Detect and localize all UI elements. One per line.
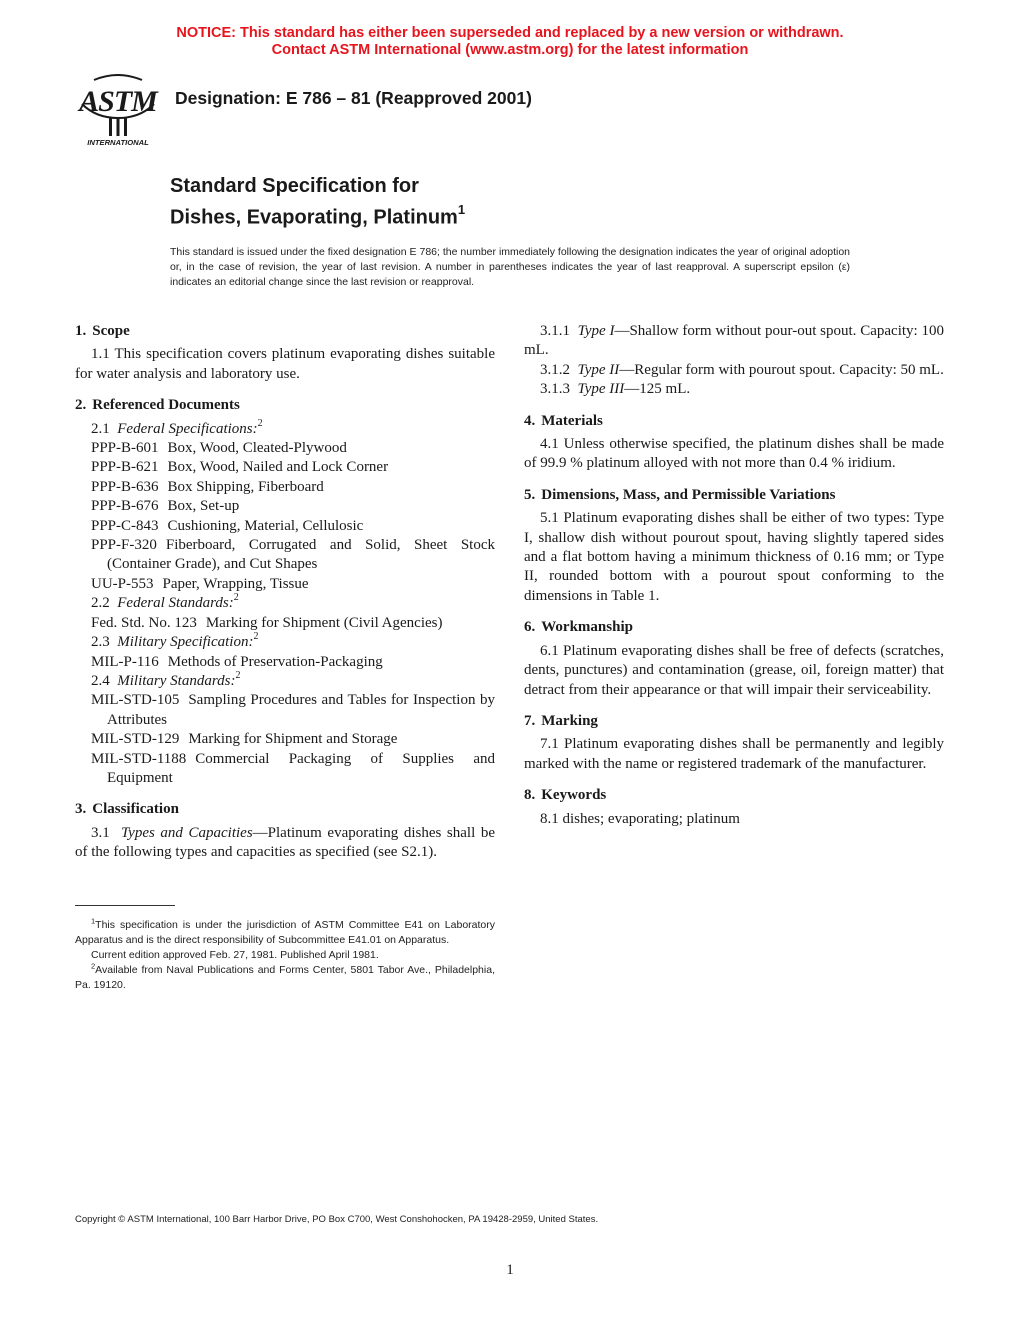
keywords-paragraph: 8.1 dishes; evaporating; platinum bbox=[540, 810, 740, 827]
subsection-federal-standards: 2.2 Federal Standards:$^2$ bbox=[91, 592, 239, 612]
section-heading-refdocs: 2. Referenced Documents bbox=[75, 397, 240, 414]
section-heading-materials: 4. Materials bbox=[524, 412, 603, 429]
logo-caption: INTERNATIONAL bbox=[87, 138, 149, 147]
section-heading-classification: 3. Classification bbox=[75, 801, 179, 818]
marking-paragraph: 7.1 Platinum evaporating dishes shall be permanently and legibly marked with the name or registered trademark of the manufacturer. bbox=[524, 736, 944, 772]
astm-logo bbox=[76, 74, 160, 148]
ref-item: MIL-STD-1188 Commercial Packaging of Supplies and Equipment bbox=[91, 750, 495, 786]
scope-paragraph: 1.1 This specification covers platinum evaporating dishes suitable for water analysis and laboratory use. bbox=[75, 346, 495, 382]
type-3: 3.1.3 Type III—125 mL. bbox=[540, 381, 691, 398]
document-title bbox=[170, 174, 465, 231]
copyright: Copyright © ASTM International, 100 Barr Harbor Drive, PO Box C700, West Conshohocken, PA 19428-2959, United States. bbox=[75, 1214, 599, 1225]
designation: Designation: E 786 – 81 (Reapproved 2001) bbox=[175, 88, 532, 108]
right-column bbox=[524, 322, 944, 829]
ref-item: MIL-STD-129 Marking for Shipment and Storage bbox=[91, 731, 398, 748]
page-number: 1 bbox=[506, 1262, 514, 1278]
ref-item: PPP-B-621 Box, Wood, Nailed and Lock Corner bbox=[91, 459, 389, 476]
footnote-1: $^1$This specification is under the jurisdiction of ASTM Committee E41 on Laboratory Apparatus and is the direct responsibility of Subcommittee E41.01 on Apparatus. bbox=[75, 916, 495, 946]
section-heading-keywords: 8. Keywords bbox=[524, 787, 607, 804]
issued-note: This standard is issued under the fixed designation E 786; the number immediately following the designation indicates the year of original adoption or, in the case of revision, the year of last revision. A number in parentheses indicates the year of last reapproval. A superscript epsilon (ε) indicates an editorial change since the last revision or reapproval. bbox=[170, 246, 850, 288]
subsection-federal-specs: 2.1 Federal Specifications:$^2$ bbox=[91, 417, 263, 437]
logo-letters: ASTM bbox=[79, 85, 157, 118]
footnote-rule bbox=[75, 905, 175, 906]
section-heading-scope: 1. Scope bbox=[75, 323, 130, 339]
military-spec-list bbox=[75, 653, 495, 672]
section-heading-workmanship: 6. Workmanship bbox=[524, 619, 633, 636]
notice-line-1: NOTICE: This standard has either been superseded and replaced by a new version or withdrawn. bbox=[176, 25, 844, 41]
type-1: 3.1.1 Type I—Shallow form without pour-out spout. Capacity: 100 mL. bbox=[524, 323, 944, 359]
footnote-1-edition: Current edition approved Feb. 27, 1981. Published April 1981. bbox=[91, 949, 379, 961]
ref-item: PPP-F-320 Fiberboard, Corrugated and Solid, Sheet Stock (Container Grade), and Cut Shapes bbox=[91, 537, 495, 573]
materials-paragraph: 4.1 Unless otherwise specified, the platinum dishes shall be made of 99.9 % platinum alloyed with not more than 0.4 % iridium. bbox=[524, 436, 944, 472]
ref-item: UU-P-553 Paper, Wrapping, Tissue bbox=[91, 575, 309, 592]
title-line-1: Standard Specification for bbox=[170, 175, 419, 197]
dimensions-paragraph: 5.1 Platinum evaporating dishes shall be either of two types: Type I, shallow dish without pourout spout, having slightly tapered sides and a flat bottom having a minimum thickness of 0.16 mm; or Type II, rounded bottom with a pourout spout conforming to the dimensions in Table 1. bbox=[524, 510, 944, 604]
federal-specs-list bbox=[75, 439, 495, 594]
subsection-military-standards: 2.4 Military Standards:$^2$ bbox=[91, 669, 241, 689]
left-column bbox=[75, 322, 495, 863]
subsection-military-spec: 2.3 Military Specification:$^2$ bbox=[91, 631, 259, 651]
title-line-2 bbox=[170, 199, 465, 231]
section-heading-marking: 7. Marking bbox=[524, 712, 598, 729]
federal-standards-list bbox=[75, 614, 495, 633]
ref-item: PPP-C-843 Cushioning, Material, Cellulosic bbox=[91, 517, 364, 534]
footnotes bbox=[75, 918, 495, 993]
ref-item: PPP-B-636 Box Shipping, Fiberboard bbox=[91, 478, 324, 495]
type-2: 3.1.2 Type II—Regular form with pourout spout. Capacity: 50 mL. bbox=[540, 361, 944, 378]
title-footnote-mark: 1 bbox=[457, 202, 466, 217]
ref-item: PPP-B-676 Box, Set-up bbox=[91, 498, 240, 515]
withdrawn-notice bbox=[0, 25, 1020, 59]
title-line-2-text: Dishes, Evaporating, Platinum bbox=[170, 206, 458, 229]
classification-paragraph: 3.1 Types and Capacities—Platinum evaporating dishes shall be of the following types and capacities as specified (see S2.1). bbox=[75, 824, 495, 861]
ref-item: Fed. Std. No. 123 Marking for Shipment (Civil Agencies) bbox=[91, 614, 443, 631]
notice-line-2: Contact ASTM International (www.astm.org) for the latest information bbox=[271, 42, 749, 58]
section-heading-dimensions: 5. Dimensions, Mass, and Permissible Variations bbox=[524, 486, 836, 503]
military-standards-list bbox=[75, 691, 495, 788]
footnote-2: $^2$Available from Naval Publications and Forms Center, 5801 Tabor Ave., Philadelphia, Pa. 19120. bbox=[75, 961, 495, 991]
ref-item: MIL-P-116 Methods of Preservation-Packaging bbox=[91, 653, 383, 670]
workmanship-paragraph: 6.1 Platinum evaporating dishes shall be free of defects (scratches, dents, punctures) and contamination (grease, oil, foreign matter) that detract from their appearance or that will impair their serviceability. bbox=[524, 642, 944, 698]
ref-item: PPP-B-601 Box, Wood, Cleated-Plywood bbox=[91, 440, 347, 457]
ref-item: MIL-STD-105 Sampling Procedures and Tables for Inspection by Attributes bbox=[91, 692, 495, 728]
